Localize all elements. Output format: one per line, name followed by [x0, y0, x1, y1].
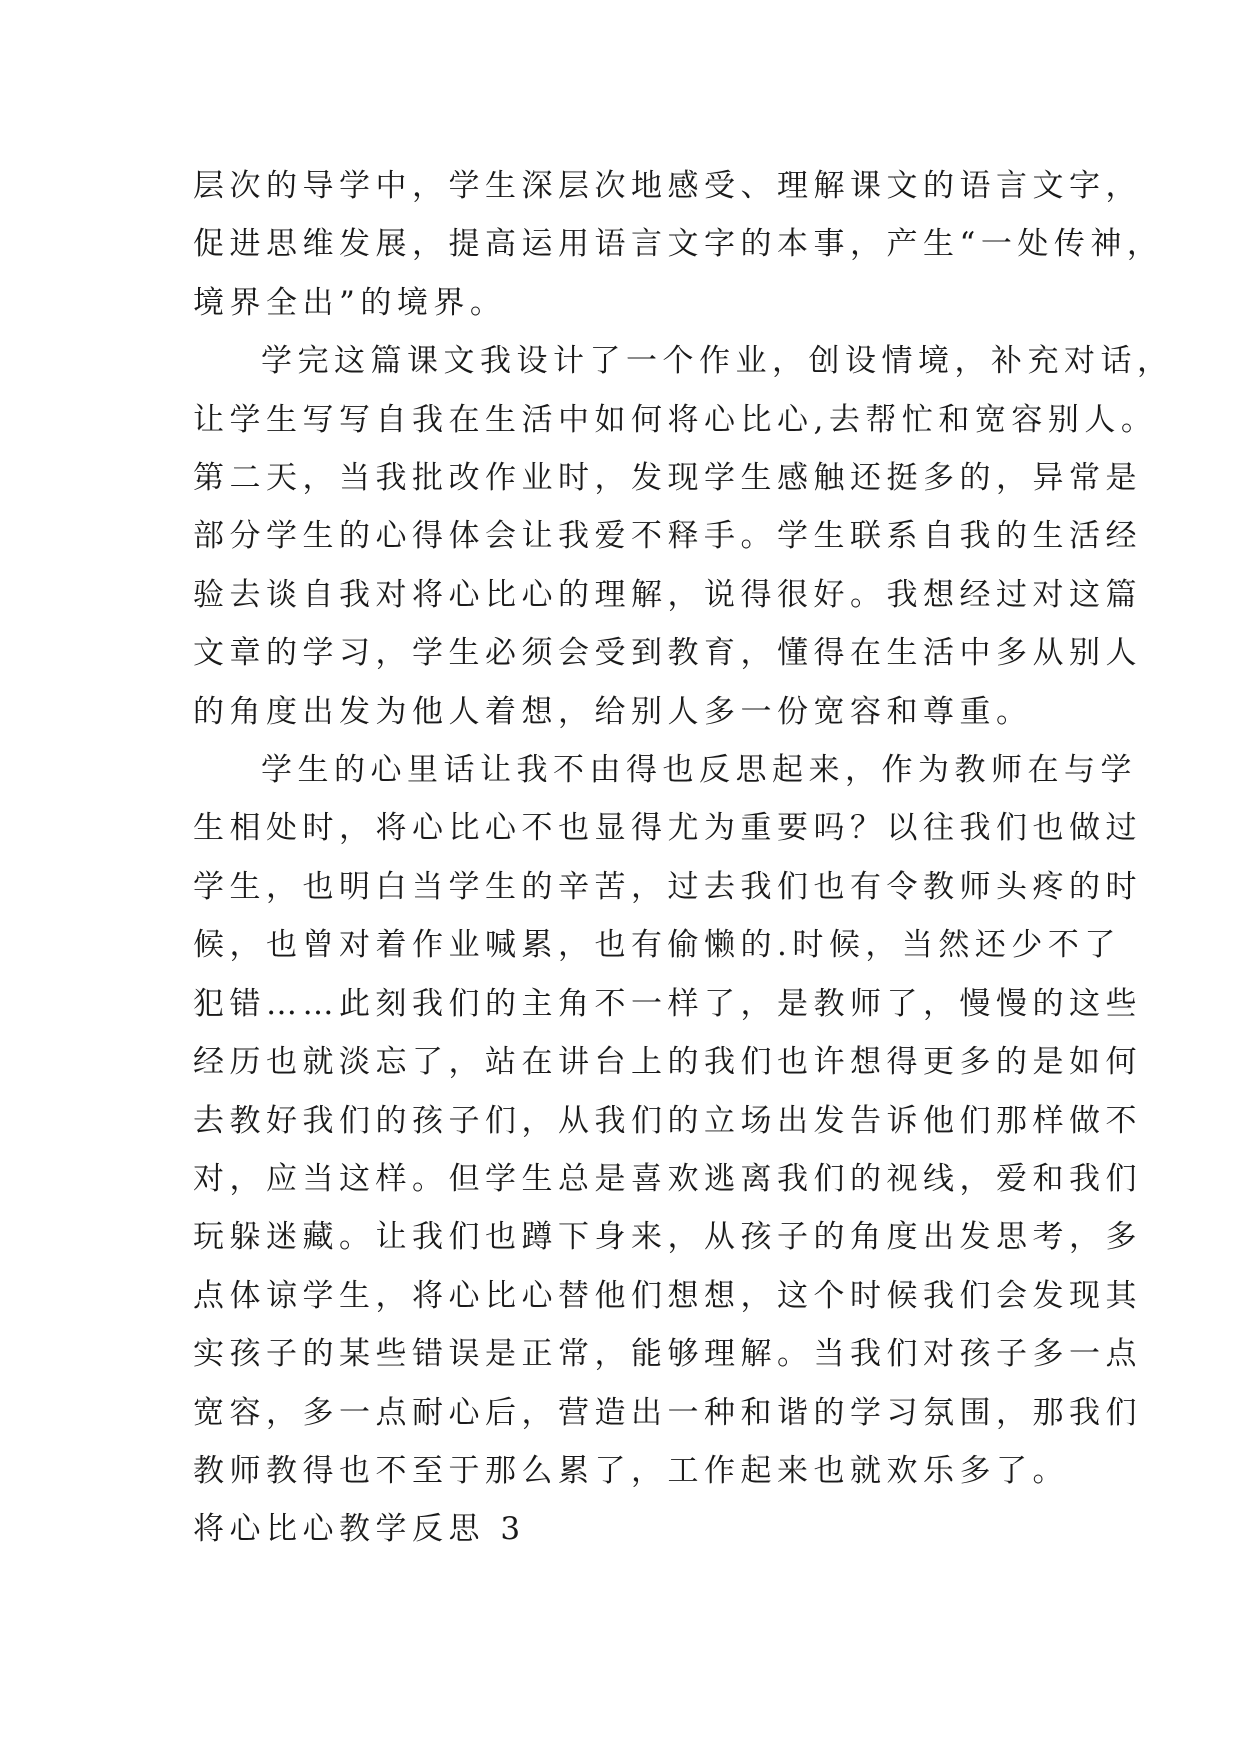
paragraph-1	[193, 157, 1164, 332]
text-line: 部分学生的心得体会让我爱不释手。学生联系自我的生活经	[193, 518, 1142, 555]
text-line: 验去谈自我对将心比心的理解，说得很好。我想经过对这篇	[193, 576, 1142, 613]
paragraph-3	[193, 741, 1142, 1500]
text-line: 经历也就淡忘了，站在讲台上的我们也许想得更多的是如何	[193, 1044, 1142, 1081]
text-line: 教师教得也不至于那么累了，工作起来也就欢乐多了。	[193, 1452, 1069, 1489]
text-line: 第二天，当我批改作业时，发现学生感触还挺多的，异常是	[193, 460, 1142, 497]
text-line: 玩躲迷藏。让我们也蹲下身来，从孩子的角度出发思考，多	[193, 1219, 1142, 1256]
text-line: 实孩子的某些错误是正常，能够理解。当我们对孩子多一点	[193, 1336, 1142, 1373]
text-line: 境界全出”的境界。	[193, 284, 507, 321]
text-line: 去教好我们的孩子们，从我们的立场出发告诉他们那样做不	[193, 1102, 1142, 1139]
text-line: 候，也曾对着作业喊累，也有偷懒的.时候，当然还少不了	[193, 927, 1121, 964]
text-line: 让学生写写自我在生活中如何将心比心,去帮忙和宽容别人。	[193, 401, 1158, 438]
text-line: 学完这篇课文我设计了一个作业，创设情境，补充对话，	[261, 343, 1174, 380]
text-line: 学生的心里话让我不由得也反思起来，作为教师在与学	[261, 752, 1137, 789]
text-line: 学生，也明白当学生的辛苦，过去我们也有令教师头疼的时	[193, 868, 1142, 905]
text-line: 层次的导学中，学生深层次地感受、理解课文的语言文字，	[193, 168, 1142, 204]
text-line: 对，应当这样。但学生总是喜欢逃离我们的视线，爱和我们	[193, 1160, 1142, 1197]
text-line: 促进思维发展，提高运用语言文字的本事，产生“一处传神，	[193, 226, 1164, 263]
document-body	[193, 157, 1174, 1559]
section-heading: 将心比心教学反思 3	[193, 1511, 526, 1548]
text-line: 犯错……此刻我们的主角不一样了，是教师了，慢慢的这些	[193, 985, 1142, 1022]
text-line: 点体谅学生，将心比心替他们想想，这个时候我们会发现其	[193, 1277, 1142, 1314]
paragraph-2	[193, 332, 1174, 741]
text-line: 生相处时，将心比心不也显得尤为重要吗？以往我们也做过	[193, 810, 1142, 847]
text-line: 文章的学习，学生必须会受到教育，懂得在生活中多从别人	[193, 635, 1142, 672]
text-line: 的角度出发为他人着想，给别人多一份宽容和尊重。	[193, 693, 1033, 730]
text-line: 宽容，多一点耐心后，营造出一种和谐的学习氛围，那我们	[193, 1394, 1142, 1431]
